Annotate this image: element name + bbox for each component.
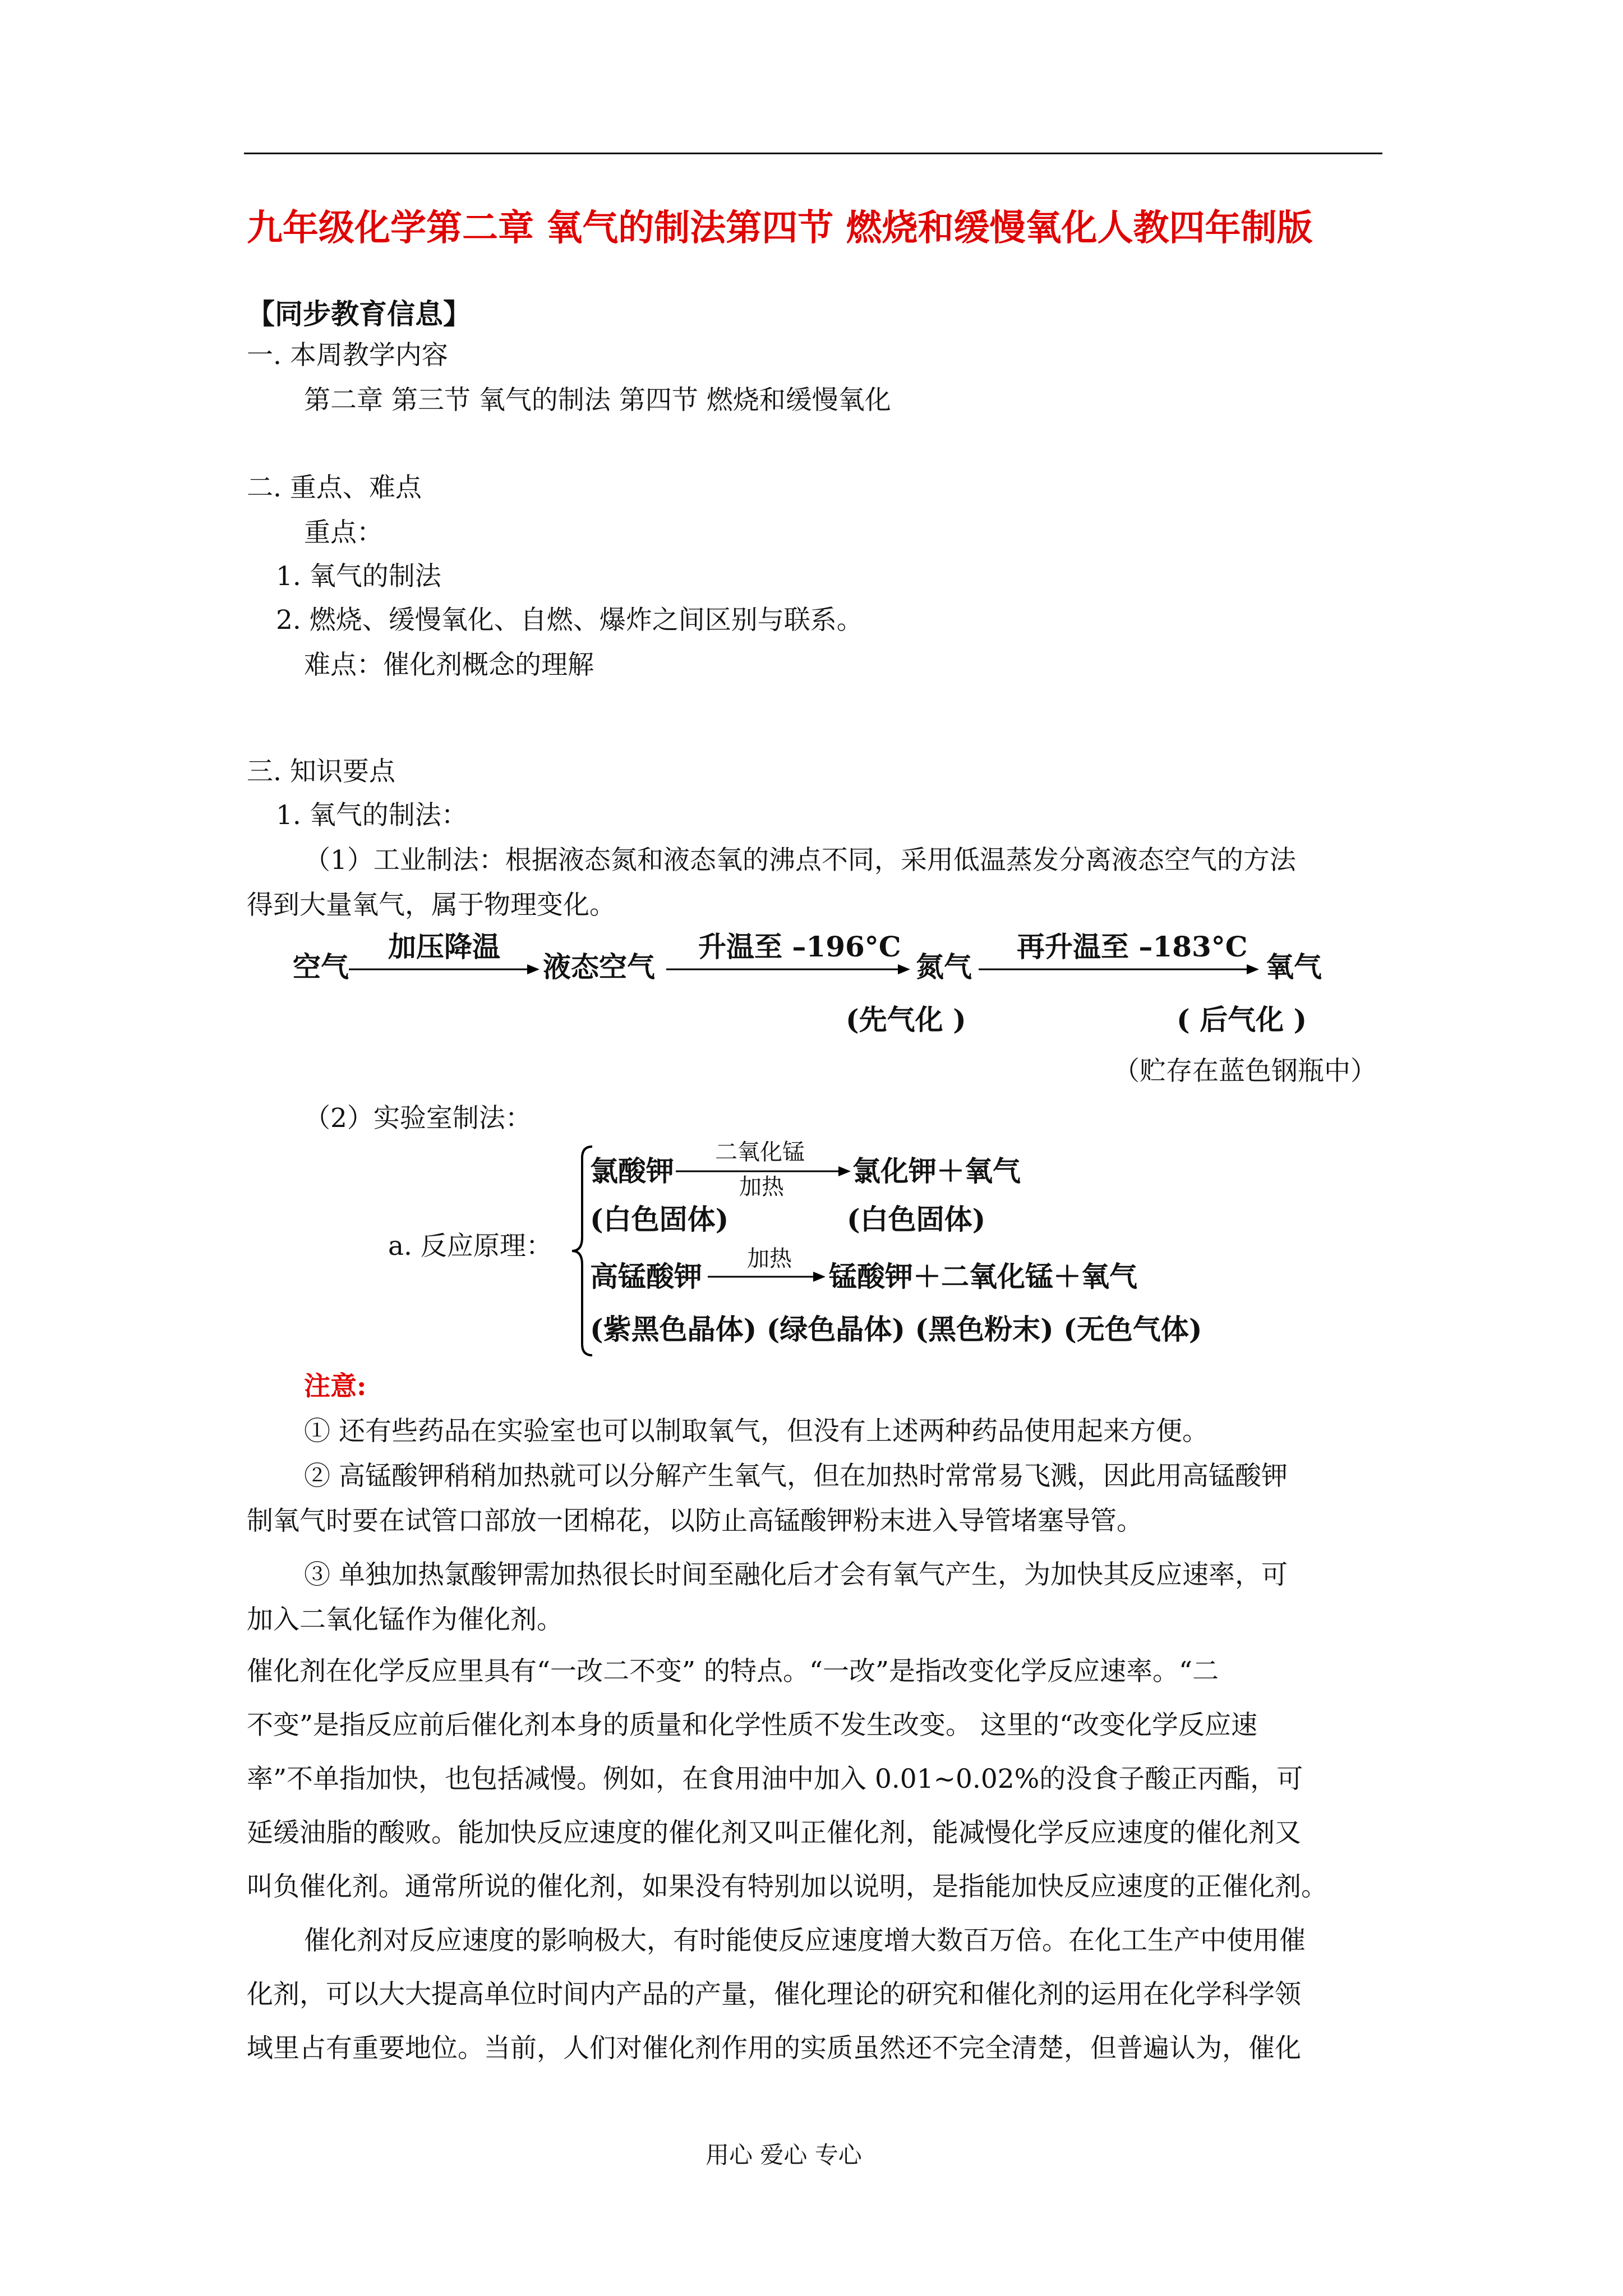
catalyst-paragraph-line: 催化剂在化学反应里具有“一改二不变” 的特点。“一改”是指改变化学反应速率。“二	[247, 1656, 1219, 1687]
flow-arrow-1	[349, 964, 540, 975]
notice-item: 制氧气时要在试管口部放一团棉花，以防止高锰酸钾粉末进入导管堵塞导管。	[247, 1506, 1143, 1536]
catalyst-paragraph-line: 延缓油脂的酸败。能加快反应速度的催化剂又叫正催化剂，能减慢化学反应速度的催化剂又	[247, 1818, 1301, 1848]
key-points-label: 重点：	[304, 517, 383, 548]
notice-label: 注意:	[304, 1371, 367, 1402]
catalyst-paragraph-line: 率”不单指加快，也包括减慢。例如，在食用油中加入 0.01~0.02%的没食子酸正丙酯，可	[247, 1764, 1303, 1795]
catalyst-paragraph-line: 催化剂对反应速度的影响极大，有时能使反应速度增大数百万倍。在化工生产中使用催	[304, 1925, 1306, 1956]
part3-heading: 三. 知识要点	[247, 756, 395, 787]
part1-content: 第二章 第三节 氧气的制法 第四节 燃烧和缓慢氧化	[304, 385, 891, 416]
reaction2-products: 锰酸钾＋二氧化锰＋氧气	[829, 1260, 1137, 1293]
flow-note-oxygen: ( 后气化 )	[1177, 1003, 1307, 1036]
difficulty-line: 难点：催化剂概念的理解	[304, 650, 594, 680]
flow-condition-pressurize: 加压降温	[388, 930, 500, 963]
section-header: 【同步教育信息】	[247, 297, 471, 330]
reaction2-arrow	[708, 1271, 826, 1282]
catalyst-paragraph-line: 不变”是指反应前后催化剂本身的质量和化学性质不发生改变。 这里的“改变化学反应速	[247, 1710, 1257, 1741]
lab-method-heading: （2）实验室制法：	[304, 1103, 532, 1134]
reaction2-reactant: 高锰酸钾	[590, 1260, 702, 1293]
flow-note-nitrogen: (先气化 )	[846, 1003, 966, 1036]
notice-item: ③ 单独加热氯酸钾需加热很长时间至融化后才会有氧气产生，为加快其反应速率，可	[304, 1559, 1288, 1590]
page-footer: 用心 爱心 专心	[706, 2141, 862, 2169]
flow-air: 空气	[293, 950, 349, 983]
oxygen-prep-heading: 1. 氧气的制法：	[276, 800, 468, 831]
notice-item: ② 高锰酸钾稍稍加热就可以分解产生氧气，但在加热时常常易飞溅，因此用高锰酸钾	[304, 1461, 1288, 1492]
part1-heading: 一. 本周教学内容	[247, 340, 448, 371]
flow-condition-183: 再升温至 –183°C	[1017, 930, 1248, 963]
key-point-item: 1. 氧气的制法	[276, 561, 441, 592]
industrial-text: 得到大量氧气，属于物理变化。	[247, 890, 616, 921]
reaction1-products: 氯化钾＋氧气	[852, 1154, 1021, 1188]
part2-heading: 二. 重点、难点	[247, 472, 422, 503]
flow-arrow-3	[979, 964, 1259, 975]
reaction1-reactant: 氯酸钾	[590, 1154, 674, 1188]
reaction2-states: (紫黑色晶体) (绿色晶体) (黑色粉末) (无色气体)	[590, 1313, 1202, 1346]
notice-item: 加入二氧化锰作为催化剂。	[247, 1604, 563, 1635]
key-point-item: 2. 燃烧、缓慢氧化、自燃、爆炸之间区别与联系。	[276, 605, 863, 636]
flow-liquid-air: 液态空气	[543, 950, 655, 983]
reaction1-state-left: (白色固体)	[590, 1203, 729, 1236]
flow-arrow-2	[666, 964, 910, 975]
reaction1-state-right: (白色固体)	[847, 1203, 986, 1236]
header-rule	[244, 153, 1382, 154]
page-title: 九年级化学第二章 氧气的制法第四节 燃烧和缓慢氧化人教四年制版	[247, 207, 1313, 249]
catalyst-paragraph-line: 化剂，可以大大提高单位时间内产品的产量，催化理论的研究和催化剂的运用在化学科学领	[247, 1979, 1301, 2010]
catalyst-paragraph-line: 叫负催化剂。通常所说的催化剂，如果没有特别加以说明，是指能加快反应速度的正催化剂。	[247, 1871, 1327, 1902]
reaction1-heat: 加热	[739, 1174, 784, 1200]
flow-condition-196: 升温至 –196°C	[698, 930, 901, 963]
industrial-text: （1）工业制法：根据液态氮和液态氧的沸点不同，采用低温蒸发分离液态空气的方法	[304, 845, 1296, 876]
flow-storage-note: （贮存在蓝色钢瓶中）	[1113, 1056, 1377, 1087]
reaction-label: a. 反应原理：	[388, 1231, 552, 1262]
reaction1-catalyst: 二氧化锰	[715, 1139, 805, 1165]
notice-item: ① 还有些药品在实验室也可以制取氧气，但没有上述两种药品使用起来方便。	[304, 1416, 1209, 1447]
reaction2-heat: 加热	[747, 1246, 792, 1272]
flow-oxygen: 氧气	[1266, 950, 1322, 983]
flow-nitrogen: 氮气	[916, 950, 972, 983]
catalyst-paragraph-line: 域里占有重要地位。当前，人们对催化剂作用的实质虽然还不完全清楚，但普遍认为，催化	[247, 2033, 1301, 2064]
